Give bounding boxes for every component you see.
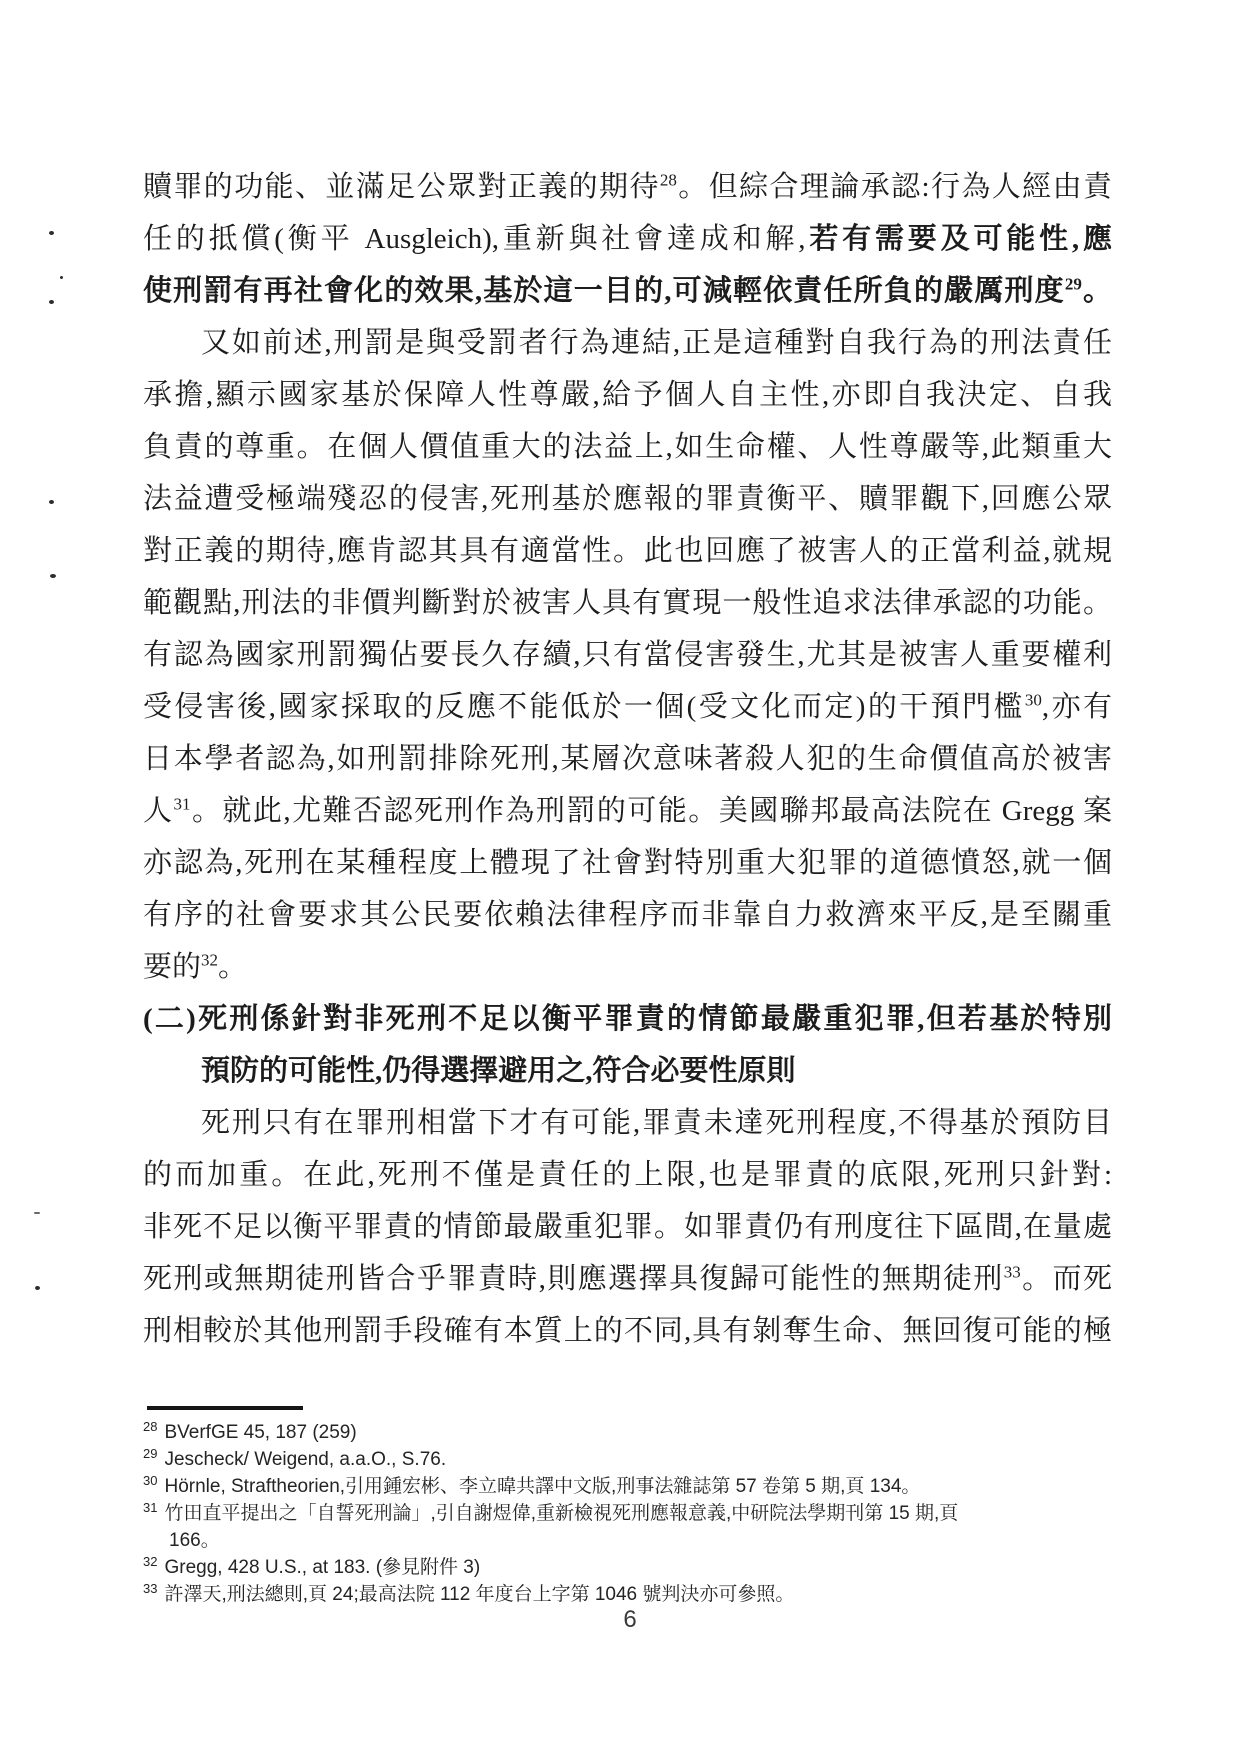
scan-speckle: [50, 574, 56, 578]
text-segment: ,亦有: [1041, 691, 1112, 723]
body-text: [143, 161, 1112, 1357]
footnote-marker: 31: [143, 1499, 158, 1515]
scan-speckle: [35, 1286, 40, 1290]
footnote-reference: 29: [1064, 274, 1082, 294]
body-text-line: [143, 473, 1112, 525]
scan-speckle: [34, 1212, 40, 1214]
footnote-marker: 29: [143, 1445, 158, 1461]
footnote-text: 許澤天,刑法總則,頁 24;最高法院 112 年度台上字第 1046 號判決亦可參照。: [164, 1584, 795, 1605]
scan-speckle: [49, 500, 54, 504]
footnote-text: Gregg, 428 U.S., at 183. (參見附件 3): [164, 1557, 481, 1578]
footnote-line: [143, 1446, 1121, 1473]
body-text-line: [143, 161, 1112, 213]
footnotes: [143, 1419, 1121, 1608]
body-text-line: [143, 421, 1112, 473]
footnote-text: BVerfGE 45, 187 (259): [164, 1422, 357, 1443]
body-text-line: [143, 1305, 1112, 1357]
text-segment: 的而加重。在此,死刑不僅是責任的上限,也是罪責的底限,死刑只針對:: [143, 1159, 1112, 1191]
body-text-line: [143, 629, 1112, 681]
text-segment: (二)死刑係針對非死刑不足以衡平罪責的情節最嚴重犯罪,但若基於特別: [143, 1003, 1112, 1035]
body-text-line: [143, 889, 1112, 941]
text-segment: 有認為國家刑罰獨佔要長久存續,只有當侵害發生,尤其是被害人重要權利: [143, 639, 1112, 671]
body-text-line: [143, 1149, 1112, 1201]
text-segment: 死刑或無期徒刑皆合乎罪責時,則應選擇具復歸可能性的無期徒刑: [143, 1263, 1004, 1295]
text-segment: 受侵害後,國家採取的反應不能低於一個(受文化而定)的干預門檻: [143, 691, 1025, 723]
body-text-line: [143, 1201, 1112, 1253]
body-text-line: [143, 577, 1112, 629]
body-text-line: [143, 317, 1112, 369]
footnote-marker: 30: [143, 1472, 158, 1488]
footnote-separator: [147, 1406, 303, 1410]
text-segment: 日本學者認為,如刑罰排除死刑,某層次意味著殺人犯的生命價值高於被害: [143, 743, 1112, 775]
body-text-line: [143, 1097, 1112, 1149]
text-segment: 刑相較於其他刑罰手段確有本質上的不同,具有剝奪生命、無回復可能的極: [143, 1315, 1112, 1347]
scan-speckle: [49, 231, 54, 235]
footnote-reference: 33: [1003, 1262, 1021, 1282]
body-text-line: [143, 265, 1112, 317]
footnote-marker: 32: [143, 1553, 158, 1569]
text-segment: 亦認為,死刑在某種程度上體現了社會對特別重大犯罪的道德憤怒,就一個: [143, 847, 1112, 879]
footnote-line: [143, 1419, 1121, 1446]
text-segment: 。: [1081, 275, 1112, 307]
page-number: 6: [623, 1606, 637, 1633]
footnote-line: [143, 1581, 1121, 1608]
footnote-text: Jescheck/ Weigend, a.a.O., S.76.: [164, 1449, 447, 1470]
text-segment: 預防的可能性,仍得選擇避用之,符合必要性原則: [201, 1055, 796, 1087]
text-segment: 贖罪的功能、並滿足公眾對正義的期待: [143, 171, 660, 203]
body-text-line: [143, 369, 1112, 421]
text-segment: 。: [218, 951, 248, 983]
footnote-line: [143, 1473, 1121, 1500]
footnote-marker: 28: [143, 1418, 158, 1434]
footnote-marker: 33: [143, 1580, 158, 1596]
text-segment: 若有需要及可能性,應: [805, 223, 1112, 255]
body-text-line: [143, 837, 1112, 889]
text-segment: 負責的尊重。在個人價值重大的法益上,如生命權、人性尊嚴等,此類重大: [143, 431, 1112, 463]
footnote-reference: 32: [201, 950, 219, 970]
text-segment: 承擔,顯示國家基於保障人性尊嚴,給予個人自主性,亦即自我決定、自我: [143, 379, 1112, 411]
text-segment: 又如前述,刑罰是與受罰者行為連結,正是這種對自我行為的刑法責任: [201, 327, 1112, 359]
text-segment: 。而死: [1020, 1263, 1112, 1295]
text-segment: 非死不足以衡平罪責的情節最嚴重犯罪。如罪責仍有刑度往下區間,在量處: [143, 1211, 1112, 1243]
body-text-line: [143, 525, 1112, 577]
text-segment: 要的: [143, 951, 202, 983]
footnote-line: [143, 1500, 1121, 1527]
footnote-line: [143, 1554, 1121, 1581]
text-segment: 任的抵償(衡平 Ausgleich),重新與社會達成和解,: [143, 223, 806, 255]
footnote-text: Hörnle, Straftheorien,引用鍾宏彬、李立暐共譯中文版,刑事法雜誌第 57 卷第 5 期,頁 134。: [164, 1476, 921, 1497]
text-segment: 。就此,尤難否認死刑作為刑罰的可能。美國聯邦最高法院在 Gregg 案: [190, 795, 1112, 827]
footnote-reference: 28: [659, 170, 677, 190]
footnote-reference: 31: [173, 794, 191, 814]
text-segment: 對正義的期待,應肯認其具有適當性。此也回應了被害人的正當利益,就規: [143, 535, 1112, 567]
body-text-line: [143, 941, 1112, 993]
body-text-line: [143, 213, 1112, 265]
footnote-text: 竹田直平提出之「自誓死刑論」,引自謝煜偉,重新檢視死刑應報意義,中研院法學期刊第 15 期,頁: [164, 1503, 959, 1524]
scan-speckle: [60, 276, 63, 279]
footnote-reference: 30: [1024, 690, 1042, 710]
footnote-line: [143, 1527, 1121, 1554]
text-segment: 。但綜合理論承認:行為人經由責: [676, 171, 1112, 203]
body-text-line: [143, 993, 1112, 1045]
body-text-line: [143, 681, 1112, 733]
text-segment: 範觀點,刑法的非價判斷對於被害人具有實現一般性追求法律承認的功能。: [143, 587, 1112, 619]
body-text-line: [143, 785, 1112, 837]
scan-speckle: [49, 300, 54, 304]
text-segment: 使刑罰有再社會化的效果,基於這一目的,可減輕依責任所負的嚴厲刑度: [143, 275, 1065, 307]
text-segment: 法益遭受極端殘忍的侵害,死刑基於應報的罪責衡平、贖罪觀下,回應公眾: [143, 483, 1112, 515]
body-text-line: [143, 733, 1112, 785]
text-segment: 死刑只有在罪刑相當下才有可能,罪責未達死刑程度,不得基於預防目: [201, 1107, 1112, 1139]
text-segment: 有序的社會要求其公民要依賴法律程序而非靠自力救濟來平反,是至關重: [143, 899, 1112, 931]
text-segment: 人: [143, 795, 174, 827]
body-text-line: [143, 1253, 1112, 1305]
body-text-line: [143, 1045, 1112, 1097]
footnote-text: 166。: [169, 1530, 220, 1551]
